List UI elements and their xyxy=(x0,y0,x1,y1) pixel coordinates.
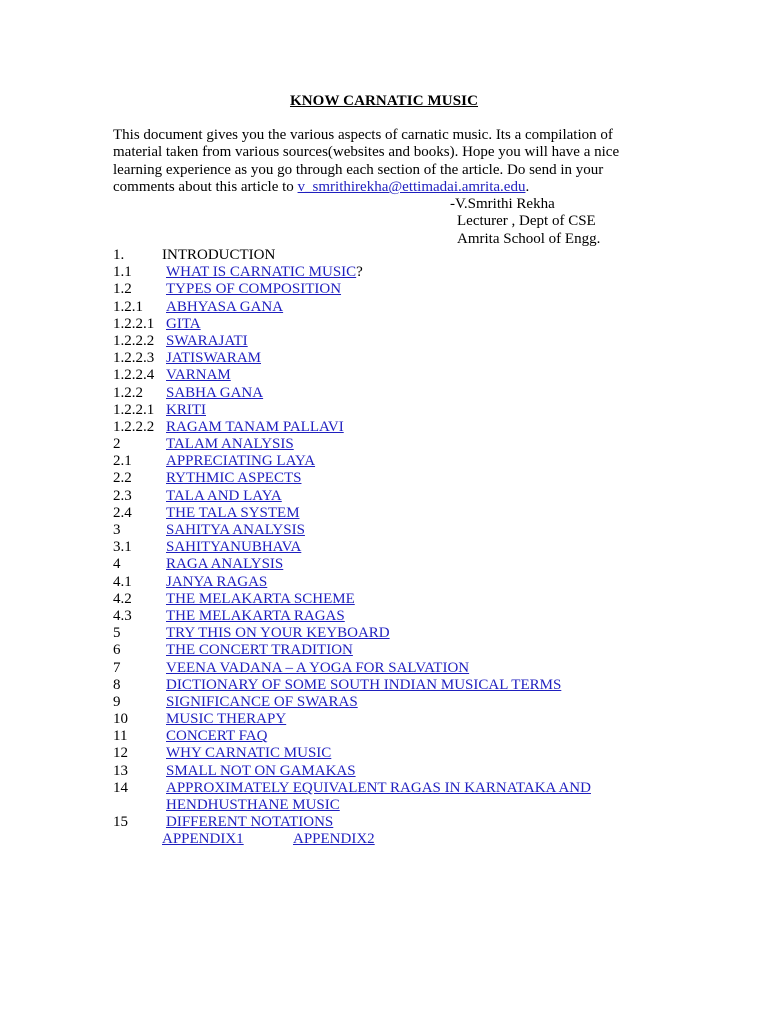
toc-entry xyxy=(166,367,231,384)
author-name: -V.Smrithi Rekha xyxy=(450,196,555,212)
toc-row xyxy=(113,522,673,539)
toc-entry xyxy=(166,608,345,625)
toc-entry xyxy=(166,402,206,419)
toc-number: 1.2.2.1 xyxy=(113,315,155,332)
toc-entry xyxy=(166,574,267,591)
toc-entry xyxy=(166,642,353,659)
toc-entry xyxy=(166,350,261,367)
toc-number: 5 xyxy=(113,625,121,642)
toc-number: 1.2.2.2 xyxy=(113,418,155,435)
toc-label: INTRODUCTION xyxy=(162,247,276,263)
toc-number: 2.3 xyxy=(113,487,132,504)
toc-row xyxy=(113,797,673,814)
toc-row xyxy=(113,453,673,470)
table-of-contents xyxy=(113,247,673,849)
toc-row xyxy=(113,333,673,350)
toc-row xyxy=(113,625,673,642)
toc-number: 2 xyxy=(113,436,121,453)
toc-row xyxy=(113,281,673,298)
toc-entry xyxy=(166,522,305,539)
toc-link[interactable]: WHY CARNATIC MUSIC xyxy=(166,745,332,762)
toc-row xyxy=(113,402,673,419)
toc-link[interactable]: RYTHMIC ASPECTS xyxy=(166,470,302,487)
toc-link[interactable]: TALAM ANALYSIS xyxy=(166,436,294,453)
intro-line-4-prefix: comments about this article to xyxy=(113,179,298,196)
toc-link[interactable]: DIFFERENT NOTATIONS xyxy=(166,814,334,831)
toc-entry xyxy=(166,814,333,831)
intro-line-4 xyxy=(113,179,633,196)
toc-row xyxy=(113,556,673,573)
toc-link[interactable]: THE MELAKARTA SCHEME xyxy=(166,590,355,607)
toc-row xyxy=(113,367,673,384)
toc-number: 7 xyxy=(113,659,121,676)
author-position: Lecturer , Dept of CSE xyxy=(457,213,596,230)
toc-link[interactable]: THE MELAKARTA RAGAS xyxy=(166,607,345,624)
toc-link[interactable]: RAGA ANALYSIS xyxy=(166,556,284,573)
toc-link[interactable]: APPROXIMATELY EQUIVALENT RAGAS IN KARNATAKA AND xyxy=(166,779,591,796)
toc-row xyxy=(113,711,673,728)
toc-entry xyxy=(166,488,282,505)
toc-link[interactable]: RAGAM TANAM PALLAVI xyxy=(166,418,344,435)
toc-row xyxy=(113,694,673,711)
toc-link[interactable]: SAHITYANUBHAVA xyxy=(166,539,302,556)
toc-entry xyxy=(162,247,275,264)
toc-number: 3 xyxy=(113,522,121,538)
toc-entry xyxy=(166,505,300,522)
toc-link[interactable]: SIGNIFICANCE OF SWARAS xyxy=(166,693,358,710)
toc-row xyxy=(113,264,673,281)
toc-row xyxy=(113,488,673,505)
toc-link[interactable]: JANYA RAGAS xyxy=(166,573,268,590)
toc-link[interactable]: TRY THIS ON YOUR KEYBOARD xyxy=(166,625,390,642)
toc-number: 2.4 xyxy=(113,504,132,521)
author-signature xyxy=(450,196,600,248)
appendix-link-1[interactable]: APPENDIX1 xyxy=(162,831,244,848)
toc-entry xyxy=(166,470,301,487)
toc-link[interactable]: JATISWARAM xyxy=(166,350,262,367)
toc-link[interactable]: GITA xyxy=(166,315,201,332)
toc-row xyxy=(113,350,673,367)
appendix-row xyxy=(113,831,673,848)
toc-row xyxy=(113,728,673,745)
toc-entry xyxy=(166,419,344,436)
toc-row xyxy=(113,385,673,402)
toc-number: 1.1 xyxy=(113,264,132,281)
appendix-link-2[interactable]: APPENDIX2 xyxy=(293,831,375,848)
toc-entry xyxy=(166,763,356,780)
toc-row xyxy=(113,642,673,659)
toc-number: 3.1 xyxy=(113,539,132,556)
intro-line-4-suffix: . xyxy=(525,179,530,196)
document-title: KNOW CARNATIC MUSIC xyxy=(289,93,479,109)
toc-entry xyxy=(166,264,363,281)
intro-paragraph xyxy=(113,127,633,197)
toc-number: 10 xyxy=(113,711,128,728)
toc-link[interactable]: VARNAM xyxy=(166,367,231,384)
toc-number: 1.2.2 xyxy=(113,384,143,401)
toc-number: 1.2.2.1 xyxy=(113,401,155,418)
toc-row xyxy=(113,436,673,453)
intro-line-3: learning experience as you go through each section of the article. Do send in your xyxy=(113,161,604,178)
toc-link[interactable]: THE TALA SYSTEM xyxy=(166,504,300,521)
toc-row xyxy=(113,608,673,625)
toc-number: 1.2.1 xyxy=(113,298,143,315)
toc-entry xyxy=(166,625,390,642)
toc-entry xyxy=(166,660,469,677)
toc-number: 2.1 xyxy=(113,453,132,470)
toc-number: 1.2.2.3 xyxy=(113,350,155,367)
toc-entry xyxy=(166,333,248,350)
toc-number: 6 xyxy=(113,642,121,659)
toc-number: 14 xyxy=(113,779,128,796)
toc-entry xyxy=(166,453,315,470)
toc-entry xyxy=(166,677,561,694)
toc-link[interactable]: VEENA VADANA – A YOGA FOR SALVATION xyxy=(166,659,470,676)
toc-entry xyxy=(166,539,301,556)
toc-number: 1.2 xyxy=(113,281,132,298)
toc-number: 13 xyxy=(113,762,128,779)
toc-entry xyxy=(166,797,340,814)
toc-row xyxy=(113,660,673,677)
toc-link[interactable]: ABHYASA GANA xyxy=(166,298,284,315)
toc-link[interactable]: SMALL NOT ON GAMAKAS xyxy=(166,762,356,779)
author-email-link[interactable]: v_smrithirekha@ettimadai.amrita.edu xyxy=(297,179,526,196)
toc-entry xyxy=(166,711,286,728)
toc-number: 15 xyxy=(113,814,128,831)
toc-entry xyxy=(166,436,294,453)
toc-row xyxy=(113,247,673,264)
toc-row xyxy=(113,780,673,797)
toc-row xyxy=(113,745,673,762)
toc-row xyxy=(113,574,673,591)
toc-number: 11 xyxy=(113,728,128,745)
toc-number: 1. xyxy=(113,247,125,263)
toc-number: 4 xyxy=(113,556,121,573)
toc-entry xyxy=(166,694,358,711)
toc-number: 8 xyxy=(113,676,121,693)
toc-link[interactable]: DICTIONARY OF SOME SOUTH INDIAN MUSICAL TERMS xyxy=(166,676,562,693)
toc-row xyxy=(113,591,673,608)
toc-link[interactable]: WHAT IS CARNATIC MUSIC xyxy=(166,264,357,281)
toc-entry xyxy=(166,299,283,316)
toc-entry xyxy=(166,591,355,608)
toc-row xyxy=(113,677,673,694)
toc-number: 4.3 xyxy=(113,607,132,624)
toc-link[interactable]: TALA AND LAYA xyxy=(166,487,282,504)
toc-link[interactable]: APPRECIATING LAYA xyxy=(166,453,316,470)
toc-number: 1.2.2.2 xyxy=(113,332,155,349)
toc-link[interactable]: CONCERT FAQ xyxy=(166,728,268,745)
toc-link[interactable]: SWARAJATI xyxy=(166,332,248,349)
intro-line-2: material taken from various sources(websites and books). Hope you will have a nice xyxy=(113,144,620,161)
toc-link[interactable]: TYPES OF COMPOSITION xyxy=(166,281,342,298)
toc-link[interactable]: SABHA GANA xyxy=(166,384,264,401)
toc-link[interactable]: KRITI xyxy=(166,401,206,418)
toc-row xyxy=(113,505,673,522)
toc-link[interactable]: MUSIC THERAPY xyxy=(166,711,287,728)
intro-line-1: This document gives you the various aspects of carnatic music. Its a compilation of xyxy=(113,127,613,143)
toc-number: 4.2 xyxy=(113,590,132,607)
author-institution: Amrita School of Engg. xyxy=(457,230,601,247)
toc-number: 12 xyxy=(113,745,128,762)
toc-entry xyxy=(166,745,331,762)
toc-number: 4.1 xyxy=(113,573,132,590)
toc-link[interactable]: HENDHUSTHANE MUSIC xyxy=(166,797,340,813)
toc-row xyxy=(113,814,673,831)
toc-entry xyxy=(166,281,341,298)
toc-link[interactable]: SAHITYA ANALYSIS xyxy=(166,522,305,538)
toc-link[interactable]: THE CONCERT TRADITION xyxy=(166,642,353,659)
toc-number: 2.2 xyxy=(113,470,132,487)
toc-suffix: ? xyxy=(356,264,363,281)
toc-row xyxy=(113,470,673,487)
toc-row xyxy=(113,763,673,780)
toc-entry xyxy=(166,780,591,797)
toc-entry xyxy=(166,385,263,402)
toc-entry xyxy=(166,728,267,745)
toc-row xyxy=(113,316,673,333)
toc-number: 9 xyxy=(113,693,121,710)
toc-row xyxy=(113,539,673,556)
toc-entry xyxy=(166,316,201,333)
toc-row xyxy=(113,299,673,316)
toc-entry xyxy=(166,556,283,573)
toc-row xyxy=(113,419,673,436)
toc-number: 1.2.2.4 xyxy=(113,367,155,384)
